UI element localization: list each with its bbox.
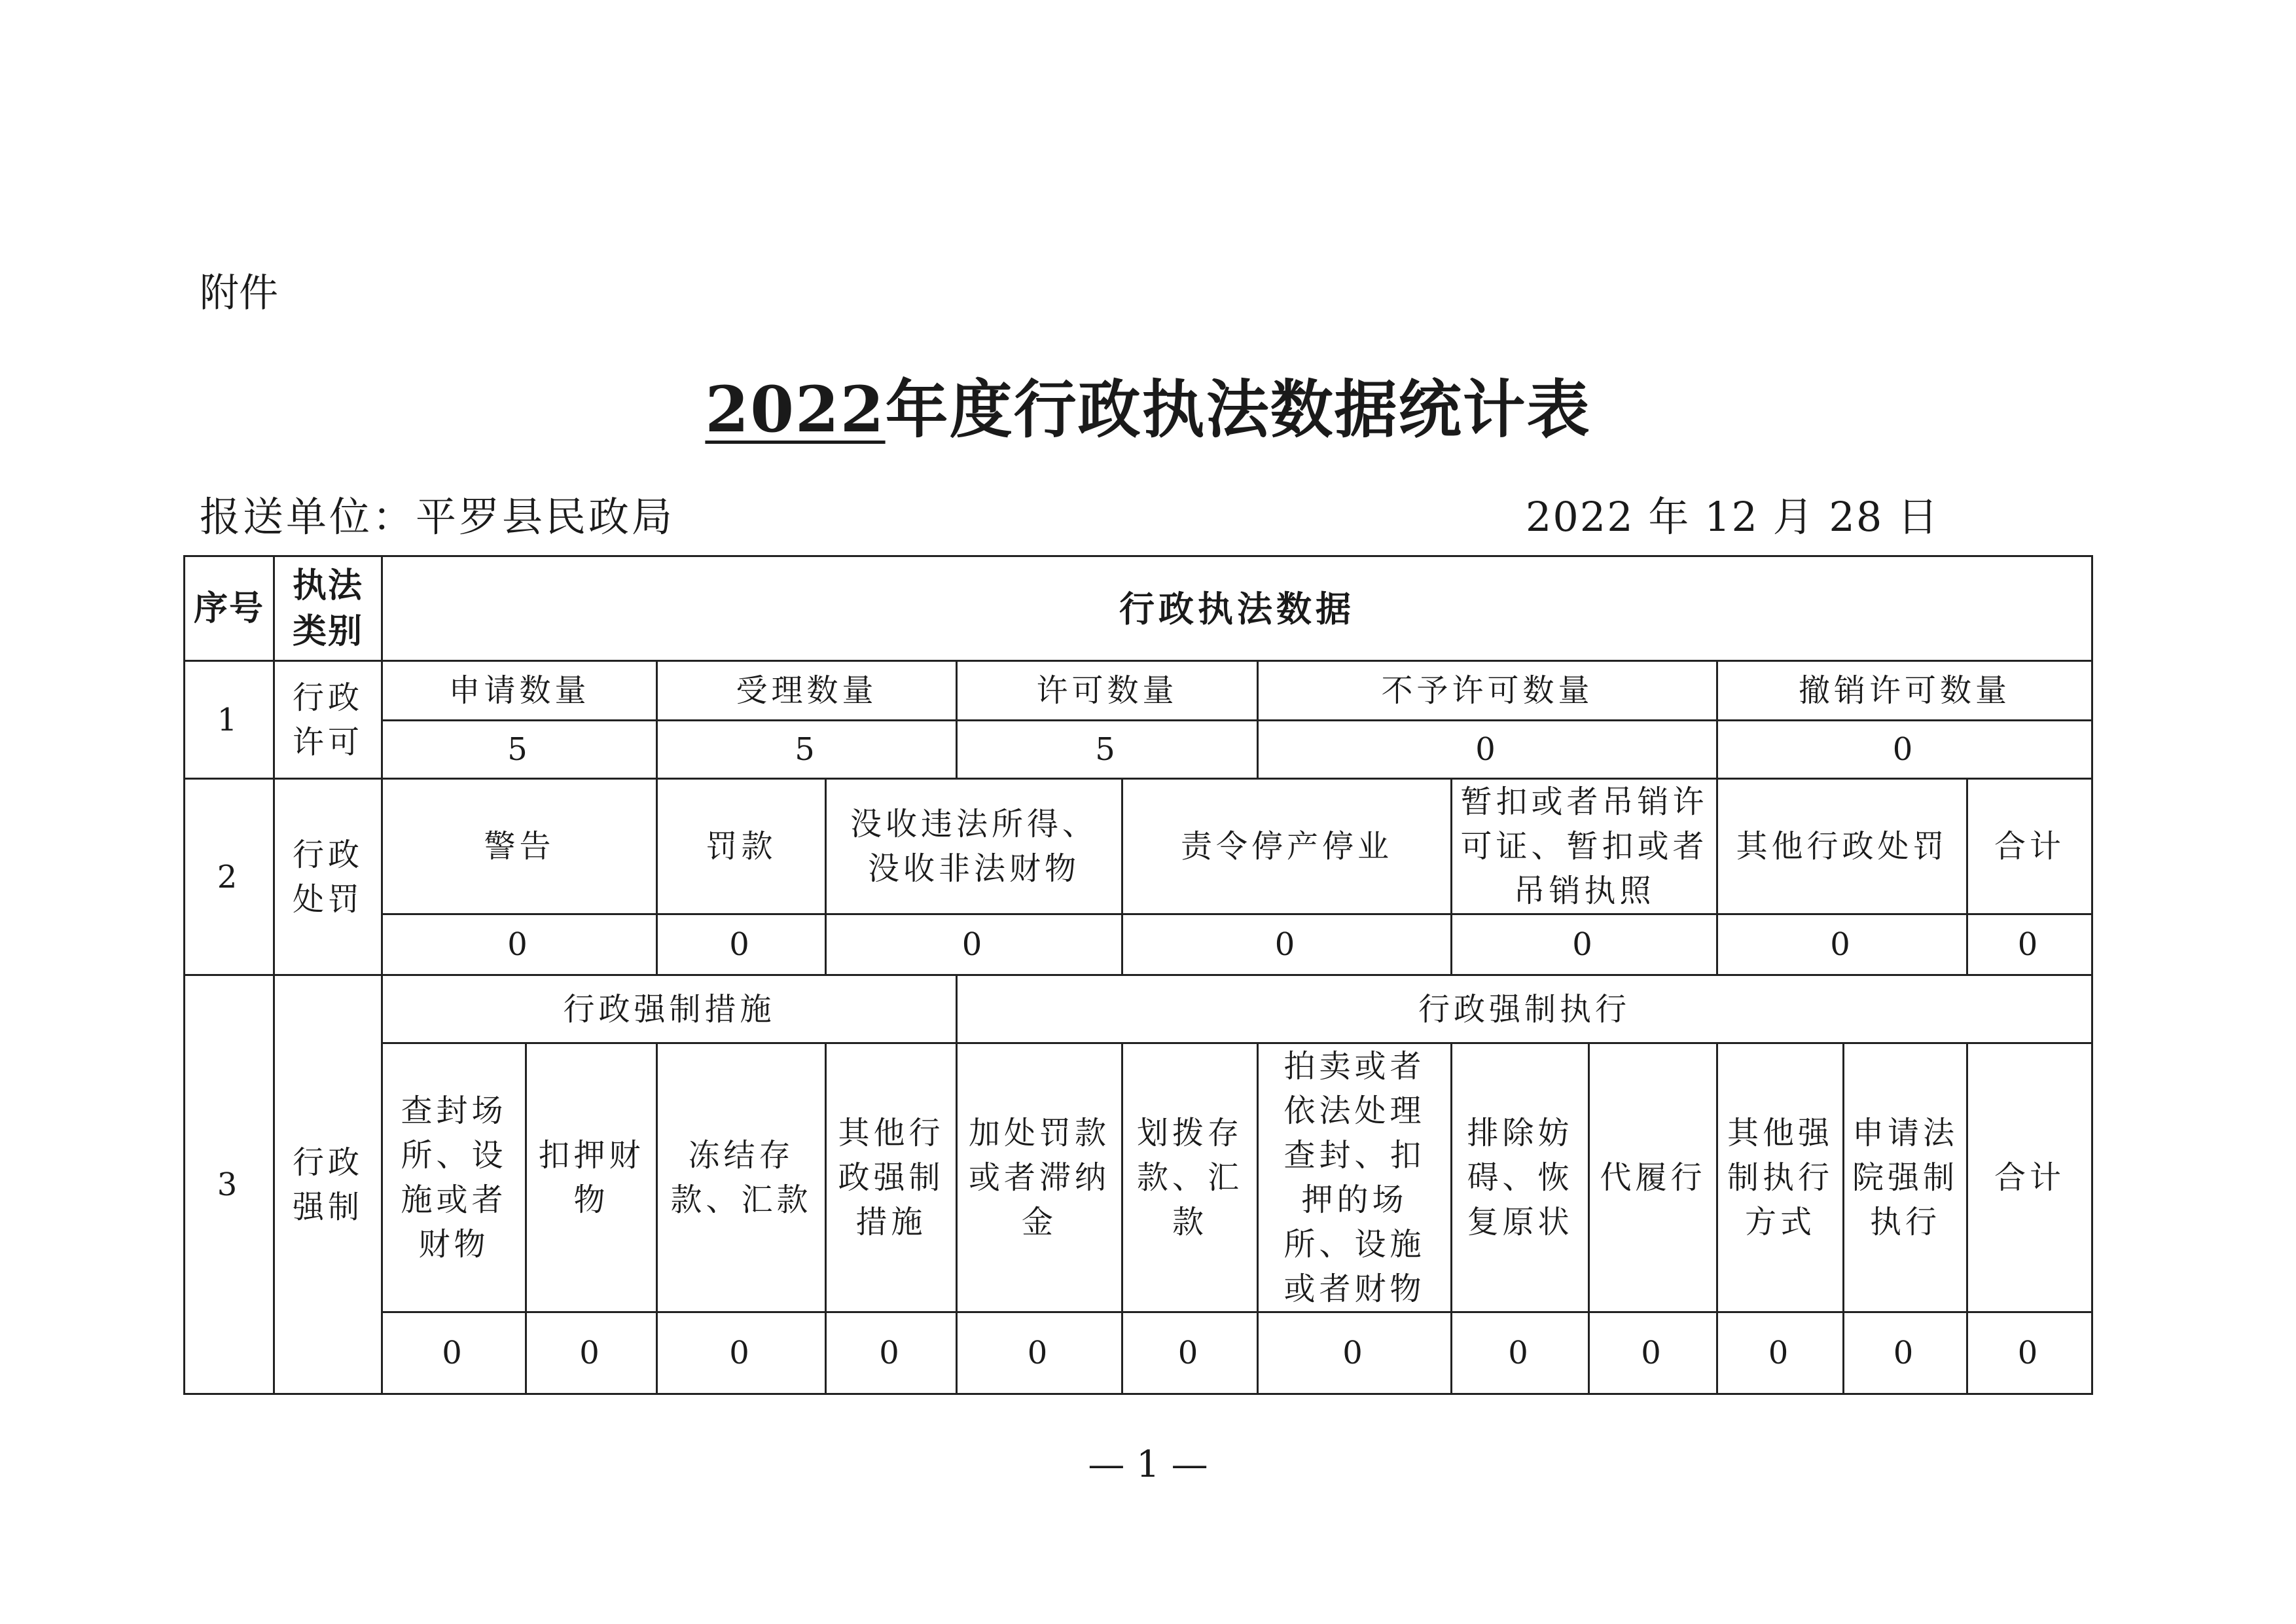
coercion-col-header: 其他强制执行方式 — [1717, 1043, 1844, 1312]
title-text: 年度行政执法数据统计表 — [885, 372, 1591, 446]
coercion-value: 0 — [1589, 1312, 1717, 1394]
penalty-value-row — [185, 914, 2092, 975]
coercion-type: 行政强制 — [274, 975, 382, 1394]
permit-value: 0 — [1717, 721, 2092, 779]
penalty-col-header: 警告 — [382, 779, 657, 914]
page-number: — 1 — — [1088, 1443, 1208, 1486]
coercion-value: 0 — [1844, 1312, 1967, 1394]
coercion-value-row — [185, 1312, 2092, 1394]
permit-col-header: 申请数量 — [382, 661, 657, 721]
coercion-value: 0 — [657, 1312, 826, 1394]
coercion-value: 0 — [1452, 1312, 1589, 1394]
coercion-col-header: 排除妨碍、恢复原状 — [1452, 1043, 1589, 1312]
coercion-measures-group: 行政强制措施 — [382, 975, 957, 1043]
permit-value: 0 — [1258, 721, 1717, 779]
coercion-value: 0 — [1717, 1312, 1844, 1394]
penalty-col-header: 合计 — [1967, 779, 2092, 914]
coercion-value: 0 — [382, 1312, 526, 1394]
coercion-col-header: 冻结存款、汇款 — [657, 1043, 826, 1312]
permit-value-row — [185, 721, 2092, 779]
coercion-col-header: 查封场所、设施或者财物 — [382, 1043, 526, 1312]
permit-value: 5 — [657, 721, 957, 779]
penalty-value: 0 — [826, 914, 1122, 975]
coercion-value: 0 — [1122, 1312, 1258, 1394]
penalty-col-header: 没收违法所得、没收非法财物 — [826, 779, 1122, 914]
coercion-header-row — [185, 1043, 2092, 1312]
table-header-row — [185, 556, 2092, 661]
permit-col-header: 许可数量 — [957, 661, 1258, 721]
penalty-col-header: 暂扣或者吊销许可证、暂扣或者吊销执照 — [1452, 779, 1717, 914]
coercion-value: 0 — [1967, 1312, 2092, 1394]
penalty-value: 0 — [382, 914, 657, 975]
coercion-col-header: 代履行 — [1589, 1043, 1717, 1312]
report-date: 2022 年 12 月 28 日 — [1525, 493, 1939, 541]
coercion-col-header: 申请法院强制执行 — [1844, 1043, 1967, 1312]
enforcement-stats-table — [183, 555, 2093, 1395]
permit-value: 5 — [957, 721, 1258, 779]
coercion-execution-group: 行政强制执行 — [957, 975, 2092, 1043]
title-year: 2022 — [705, 372, 886, 446]
coercion-value: 0 — [957, 1312, 1122, 1394]
annex-label: 附件 — [200, 270, 278, 316]
page-title — [0, 360, 2296, 450]
type-header: 执法类别 — [274, 556, 382, 661]
permit-col-header: 受理数量 — [657, 661, 957, 721]
permit-col-header: 撤销许可数量 — [1717, 661, 2092, 721]
permit-header-row — [185, 661, 2092, 721]
penalty-value: 0 — [657, 914, 826, 975]
coercion-col-header: 加处罚款或者滞纳金 — [957, 1043, 1122, 1312]
coercion-seq: 3 — [185, 975, 274, 1394]
permit-col-header: 不予许可数量 — [1258, 661, 1717, 721]
coercion-group-row — [185, 975, 2092, 1043]
penalty-header-row — [185, 779, 2092, 914]
coercion-col-header: 拍卖或者依法处理查封、扣押的场所、设施或者财物 — [1258, 1043, 1452, 1312]
coercion-col-header: 划拨存款、汇款 — [1122, 1043, 1258, 1312]
coercion-col-header: 合计 — [1967, 1043, 2092, 1312]
penalty-col-header: 其他行政处罚 — [1717, 779, 1967, 914]
penalty-value: 0 — [1122, 914, 1452, 975]
coercion-value: 0 — [1258, 1312, 1452, 1394]
penalty-col-header: 罚款 — [657, 779, 826, 914]
data-header: 行政执法数据 — [382, 556, 2092, 661]
permit-type: 行政许可 — [274, 661, 382, 779]
penalty-col-header: 责令停产停业 — [1122, 779, 1452, 914]
penalty-seq: 2 — [185, 779, 274, 975]
coercion-col-header: 其他行政强制措施 — [826, 1043, 957, 1312]
submitter-unit: 报送单位：平罗县民政局 — [200, 493, 675, 541]
coercion-value: 0 — [526, 1312, 657, 1394]
penalty-value: 0 — [1967, 914, 2092, 975]
permit-seq: 1 — [185, 661, 274, 779]
permit-value: 5 — [382, 721, 657, 779]
penalty-type: 行政处罚 — [274, 779, 382, 975]
penalty-value: 0 — [1452, 914, 1717, 975]
seq-header: 序号 — [185, 556, 274, 661]
penalty-value: 0 — [1717, 914, 1967, 975]
coercion-col-header: 扣押财物 — [526, 1043, 657, 1312]
coercion-value: 0 — [826, 1312, 957, 1394]
